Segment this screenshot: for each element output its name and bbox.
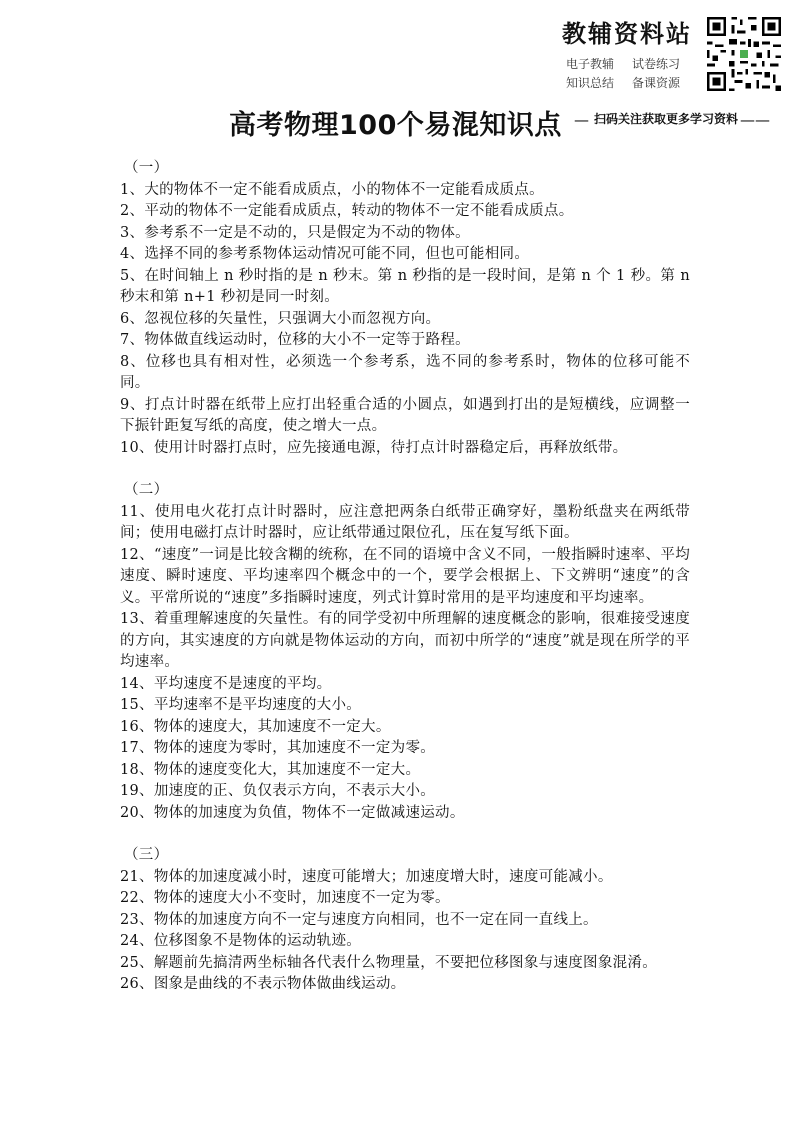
content-body <box>120 158 690 996</box>
list-item: 16、物体的速度大，其加速度不一定大。 <box>120 718 391 735</box>
tagline-trailing-dash: —— <box>740 111 770 129</box>
qr-code-icon <box>704 14 784 94</box>
list-item: 3、参考系不一定是不动的，只是假定为不动的物体。 <box>120 224 470 241</box>
brand-link-ebook[interactable]: 电子教辅 <box>566 57 615 71</box>
list-item: 9、打点计时器在纸带上应打出轻重合适的小圆点，如遇到打出的是短横线，应调整一下振针距复写纸的高度，使之增大一点。 <box>120 396 690 434</box>
list-item: 11、使用电火花打点计时器时，应注意把两条白纸带正确穿好，墨粉纸盘夹在两纸带间；使用电磁打点计时器时，应让纸带通过限位孔，压在复写纸下面。 <box>120 503 690 541</box>
list-item: 23、物体的加速度方向不一定与速度方向相同，也不一定在同一直线上。 <box>120 911 598 928</box>
brand-title: 教辅资料站 <box>562 20 692 48</box>
list-item: 20、物体的加速度为负值，物体不一定做减速运动。 <box>120 804 465 821</box>
document-title: 高考物理100个易混知识点 <box>229 110 562 141</box>
section-heading: （三） <box>124 847 169 863</box>
list-item: 22、物体的速度大小不变时，加速度不一定为零。 <box>120 890 450 906</box>
list-item: 17、物体的速度为零时，其加速度不一定为零。 <box>120 740 436 756</box>
list-item: 25、解题前先搞清两坐标轴各代表什么物理量，不要把位移图象与速度图象混淆。 <box>120 954 658 971</box>
brand-link-resources[interactable]: 备课资源 <box>632 76 681 90</box>
list-item: 26、图象是曲线的不表示物体做曲线运动。 <box>120 976 406 992</box>
list-item: 12、“速度”一词是比较含糊的统称，在不同的语境中含义不同，一般指瞬时速率、平均速度、瞬时速度、平均速率四个概念中的一个，要学会根据上、下文辨明“速度”的含义。平常所说的“速度”多指瞬时速度，列式计算时常用的是平均速度和平均速率。 <box>120 546 690 606</box>
list-item: 8、位移也具有相对性，必须选一个参考系，选不同的参考系时，物体的位移可能不同。 <box>120 353 690 391</box>
brand-links <box>566 55 706 93</box>
list-item: 21、物体的加速度减小时，速度可能增大；加速度增大时，速度可能减小。 <box>120 868 613 885</box>
list-item: 4、选择不同的参考系物体运动情况可能不同，但也可能相同。 <box>120 246 530 262</box>
list-item: 18、物体的速度变化大，其加速度不一定大。 <box>120 761 421 778</box>
list-item: 14、平均速度不是速度的平均。 <box>120 675 332 692</box>
brand-link-exercises[interactable]: 试卷练习 <box>632 57 681 71</box>
scan-tagline: 扫码关注获取更多学习资料 <box>594 112 739 126</box>
list-item: 19、加速度的正、负仅表示方向，不表示大小。 <box>120 783 436 799</box>
list-item: 24、位移图象不是物体的运动轨迹。 <box>120 933 362 949</box>
list-item: 6、忽视位移的矢量性，只强调大小而忽视方向。 <box>120 310 441 327</box>
section-heading: （一） <box>124 160 169 176</box>
list-item: 13、着重理解速度的矢量性。有的同学受初中所理解的速度概念的影响，很难接受速度的方向，其实速度的方向就是物体运动的方向，而初中所学的“速度”就是现在所学的平均速率。 <box>120 611 690 670</box>
section-heading: （二） <box>124 482 169 498</box>
title-separator: — <box>574 111 589 129</box>
list-item: 7、物体做直线运动时，位移的大小不一定等于路程。 <box>120 332 470 348</box>
list-item: 15、平均速率不是平均速度的大小。 <box>120 697 362 713</box>
list-item: 2、平动的物体不一定能看成质点，转动的物体不一定不能看成质点。 <box>120 203 574 219</box>
brand-link-summary[interactable]: 知识总结 <box>566 76 615 90</box>
list-item: 10、使用计时器打点时，应先接通电源，待打点计时器稳定后，再释放纸带。 <box>120 439 628 456</box>
list-item: 5、在时间轴上 n 秒时指的是 n 秒末。第 n 秒指的是一段时间，是第 n 个 1 秒。第 n 秒末和第 n+1 秒初是同一时刻。 <box>120 267 690 305</box>
section-spacer <box>120 824 690 845</box>
list-item: 1、大的物体不一定不能看成质点，小的物体不一定能看成质点。 <box>120 181 544 198</box>
section-spacer <box>120 459 690 480</box>
